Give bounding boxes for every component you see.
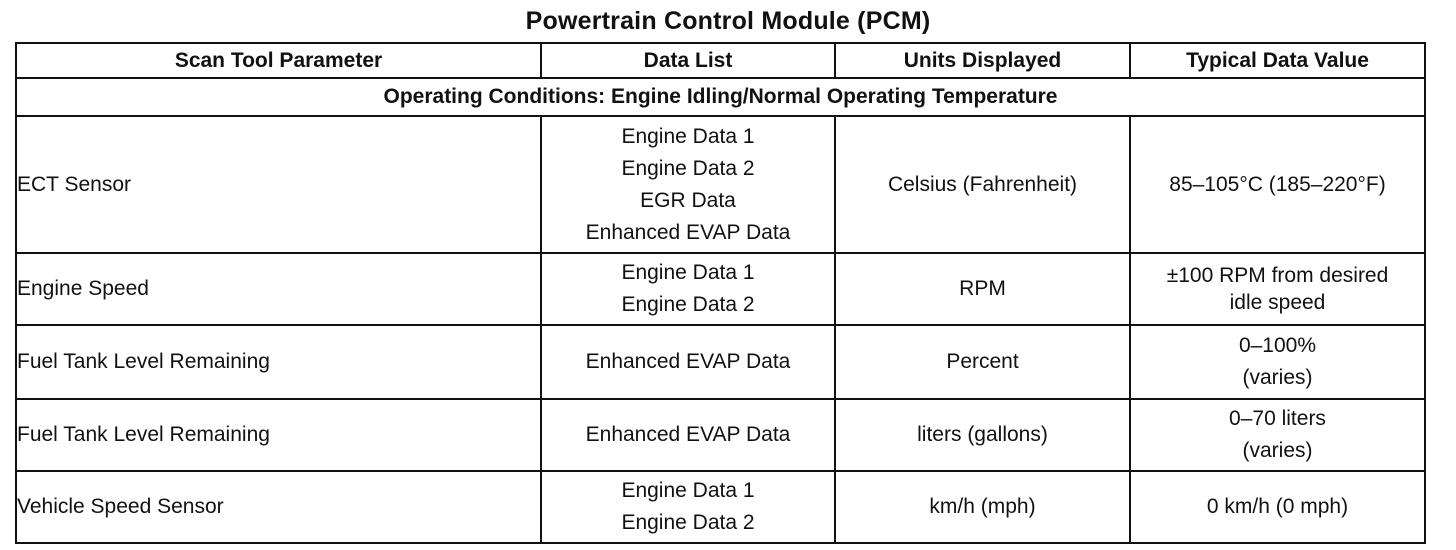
- pcm-data-table: [15, 42, 1426, 544]
- typical-value-cell: [1130, 253, 1425, 325]
- data-list-cell: [541, 325, 835, 399]
- parameter-cell: Engine Speed: [16, 253, 541, 325]
- units-cell: RPM: [835, 253, 1130, 325]
- data-list-cell: [541, 116, 835, 253]
- parameter-cell: Vehicle Speed Sensor: [16, 471, 541, 543]
- units-cell: Celsius (Fahrenheit): [835, 116, 1130, 253]
- table-row: [16, 116, 1425, 253]
- typical-value-cell: [1130, 116, 1425, 253]
- parameter-cell: ECT Sensor: [16, 116, 541, 253]
- typical-value-cell: [1130, 399, 1425, 471]
- data-list-item: Engine Data 1: [621, 479, 755, 502]
- units-cell: Percent: [835, 325, 1130, 399]
- typical-value-line: (varies): [1242, 439, 1313, 462]
- header-scan-tool-parameter: Scan Tool Parameter: [16, 43, 541, 78]
- data-list-item: Engine Data 1: [621, 261, 755, 284]
- typical-value-cell: [1130, 325, 1425, 399]
- header-data-list: Data List: [541, 43, 835, 78]
- table-row: [16, 325, 1425, 399]
- typical-value-line: (varies): [1242, 366, 1313, 389]
- header-units-displayed: Units Displayed: [835, 43, 1130, 78]
- operating-conditions-text: Operating Conditions: Engine Idling/Normal Operating Temperature: [16, 78, 1425, 116]
- typical-value-line: idle speed: [1229, 291, 1326, 314]
- typical-value-line: 0–70 liters: [1229, 407, 1326, 430]
- typical-value-line: 0–100%: [1238, 334, 1317, 357]
- data-list-item: Enhanced EVAP Data: [585, 423, 791, 446]
- data-list-item: Engine Data 1: [621, 124, 755, 148]
- data-list-cell: [541, 471, 835, 543]
- units-cell: km/h (mph): [835, 471, 1130, 543]
- data-list-cell: [541, 399, 835, 471]
- operating-conditions-row: [16, 78, 1425, 116]
- data-list-item: Engine Data 2: [621, 156, 755, 180]
- data-list-item: EGR Data: [640, 188, 736, 212]
- table-row: [16, 399, 1425, 471]
- data-list-item: Engine Data 2: [621, 511, 755, 534]
- parameter-cell: Fuel Tank Level Remaining: [16, 399, 541, 471]
- typical-value-line: 0 km/h (0 mph): [1206, 495, 1349, 518]
- data-list-item: Engine Data 2: [621, 293, 755, 316]
- data-list-item: Enhanced EVAP Data: [585, 350, 791, 373]
- typical-value-cell: [1130, 471, 1425, 543]
- typical-value-line: 85–105°C (185–220°F): [1169, 172, 1386, 196]
- table-row: [16, 471, 1425, 543]
- header-typical-data-value: Typical Data Value: [1130, 43, 1425, 78]
- table-header-row: [16, 43, 1425, 78]
- data-list-item: Enhanced EVAP Data: [585, 220, 791, 244]
- typical-value-line: ±100 RPM from desired: [1166, 264, 1389, 287]
- units-cell: liters (gallons): [835, 399, 1130, 471]
- table-row: [16, 253, 1425, 325]
- data-list-cell: [541, 253, 835, 325]
- page-title: Powertrain Control Module (PCM): [525, 7, 931, 35]
- parameter-cell: Fuel Tank Level Remaining: [16, 325, 541, 399]
